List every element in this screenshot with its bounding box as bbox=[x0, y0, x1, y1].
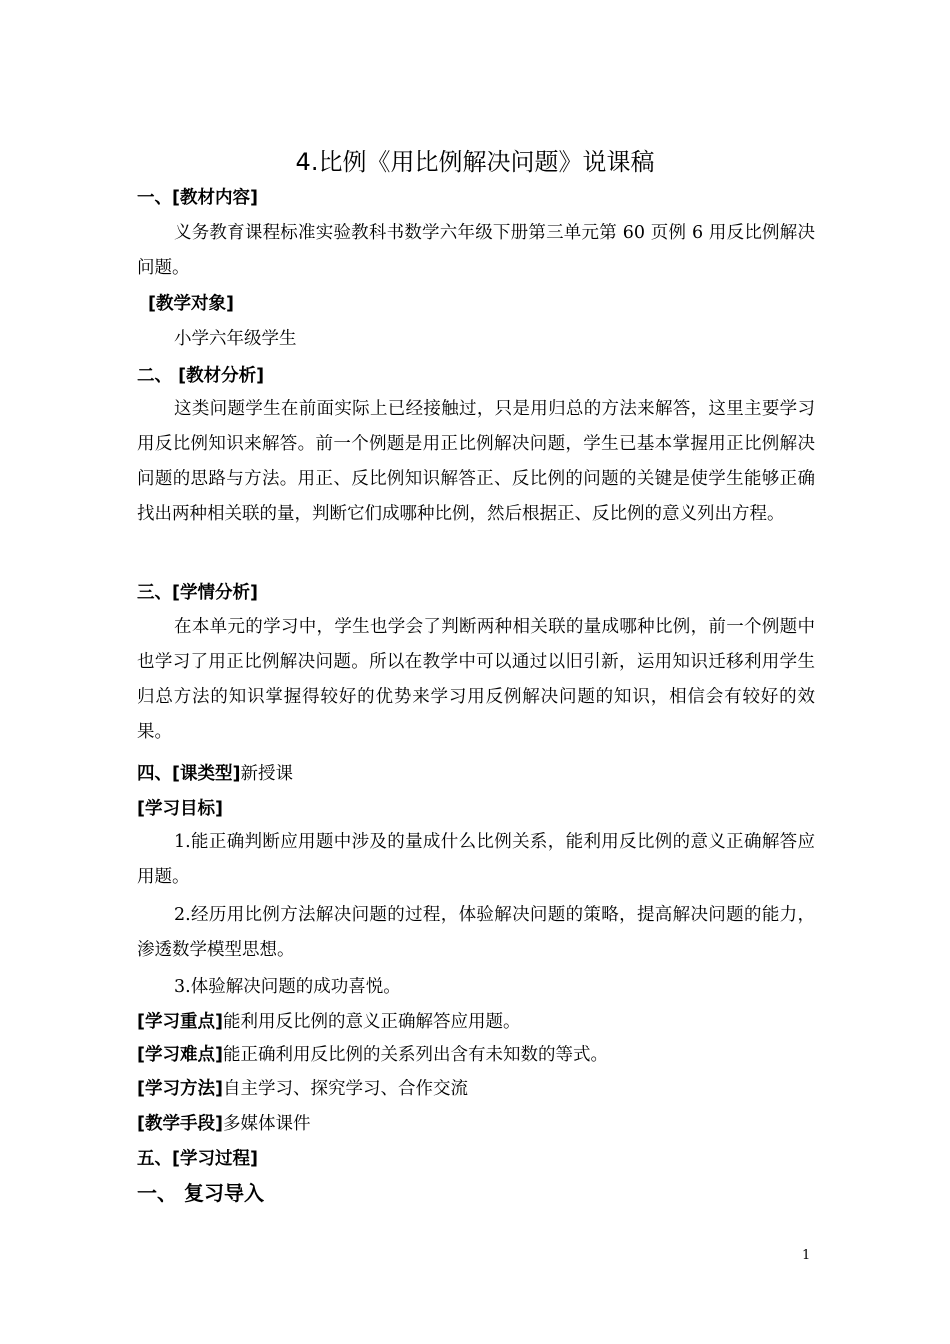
teaching-object-heading: [教学对象] bbox=[148, 294, 234, 314]
page-number: 1 bbox=[802, 1248, 811, 1263]
goal-item-2: 2.经历用比例方法解决问题的过程，体验解决问题的策略，提高解决问题的能力，渗透数学模型思想。 bbox=[137, 905, 815, 960]
key-point-heading: [学习重点] bbox=[137, 1012, 223, 1032]
section-4-heading: 四、[课类型] bbox=[137, 764, 241, 784]
section-4-line bbox=[137, 762, 293, 786]
section-1-heading: 一、[教材内容] bbox=[137, 188, 258, 208]
means-heading: [教学手段] bbox=[137, 1114, 223, 1134]
method-heading: [学习方法] bbox=[137, 1079, 223, 1099]
difficulty-line bbox=[137, 1043, 608, 1067]
goal-item-3: 3.体验解决问题的成功喜悦。 bbox=[174, 977, 401, 997]
section-5-heading: 五、[学习过程] bbox=[137, 1149, 258, 1169]
goals-heading: [学习目标] bbox=[137, 799, 223, 819]
method-value: 自主学习、探究学习、合作交流 bbox=[223, 1079, 468, 1099]
section-4-value: 新授课 bbox=[240, 764, 293, 784]
document-title: 4.比例《用比例解决问题》说课稿 bbox=[295, 148, 655, 176]
section-3-heading: 三、[学情分析] bbox=[137, 583, 258, 603]
difficulty-heading: [学习难点] bbox=[137, 1045, 223, 1065]
section-3-text: 在本单元的学习中，学生也学会了判断两种相关联的量成哪种比例，前一个例题中也学习了用正比例解决问题。所以在教学中可以通过以旧引新，运用知识迁移利用学生归总方法的知识掌握得较好的优势来学习用反例解决问题的知识，相信会有较好的效果。 bbox=[137, 617, 815, 742]
difficulty-value: 能正确利用反比例的关系列出含有未知数的等式。 bbox=[223, 1045, 608, 1065]
part-1-heading: 一、 复习导入 bbox=[137, 1181, 264, 1205]
section-1-text: 义务教育课程标准实验教科书数学六年级下册第三单元第 60 页例 6 用反比例解决问题。 bbox=[137, 223, 815, 278]
section-2-heading: 二、 [教材分析] bbox=[137, 366, 265, 386]
means-value: 多媒体课件 bbox=[223, 1114, 311, 1134]
goal-item-1: 1.能正确判断应用题中涉及的量成什么比例关系，能利用反比例的意义正确解答应用题。 bbox=[137, 832, 815, 887]
key-point-value: 能利用反比例的意义正确解答应用题。 bbox=[223, 1012, 521, 1032]
method-line bbox=[137, 1077, 468, 1101]
means-line bbox=[137, 1112, 311, 1136]
teaching-object-text: 小学六年级学生 bbox=[174, 329, 297, 349]
key-point-line bbox=[137, 1010, 521, 1034]
section-2-text: 这类问题学生在前面实际上已经接触过，只是用归总的方法来解答，这里主要学习用反比例知识来解答。前一个例题是用正比例解决问题，学生已基本掌握用正比例解决问题的思路与方法。用正、反比例知识解答正、反比例的问题的关键是使学生能够正确找出两种相关联的量，判断它们成哪种比例，然后根据正、反比例的意义列出方程。 bbox=[137, 399, 815, 524]
